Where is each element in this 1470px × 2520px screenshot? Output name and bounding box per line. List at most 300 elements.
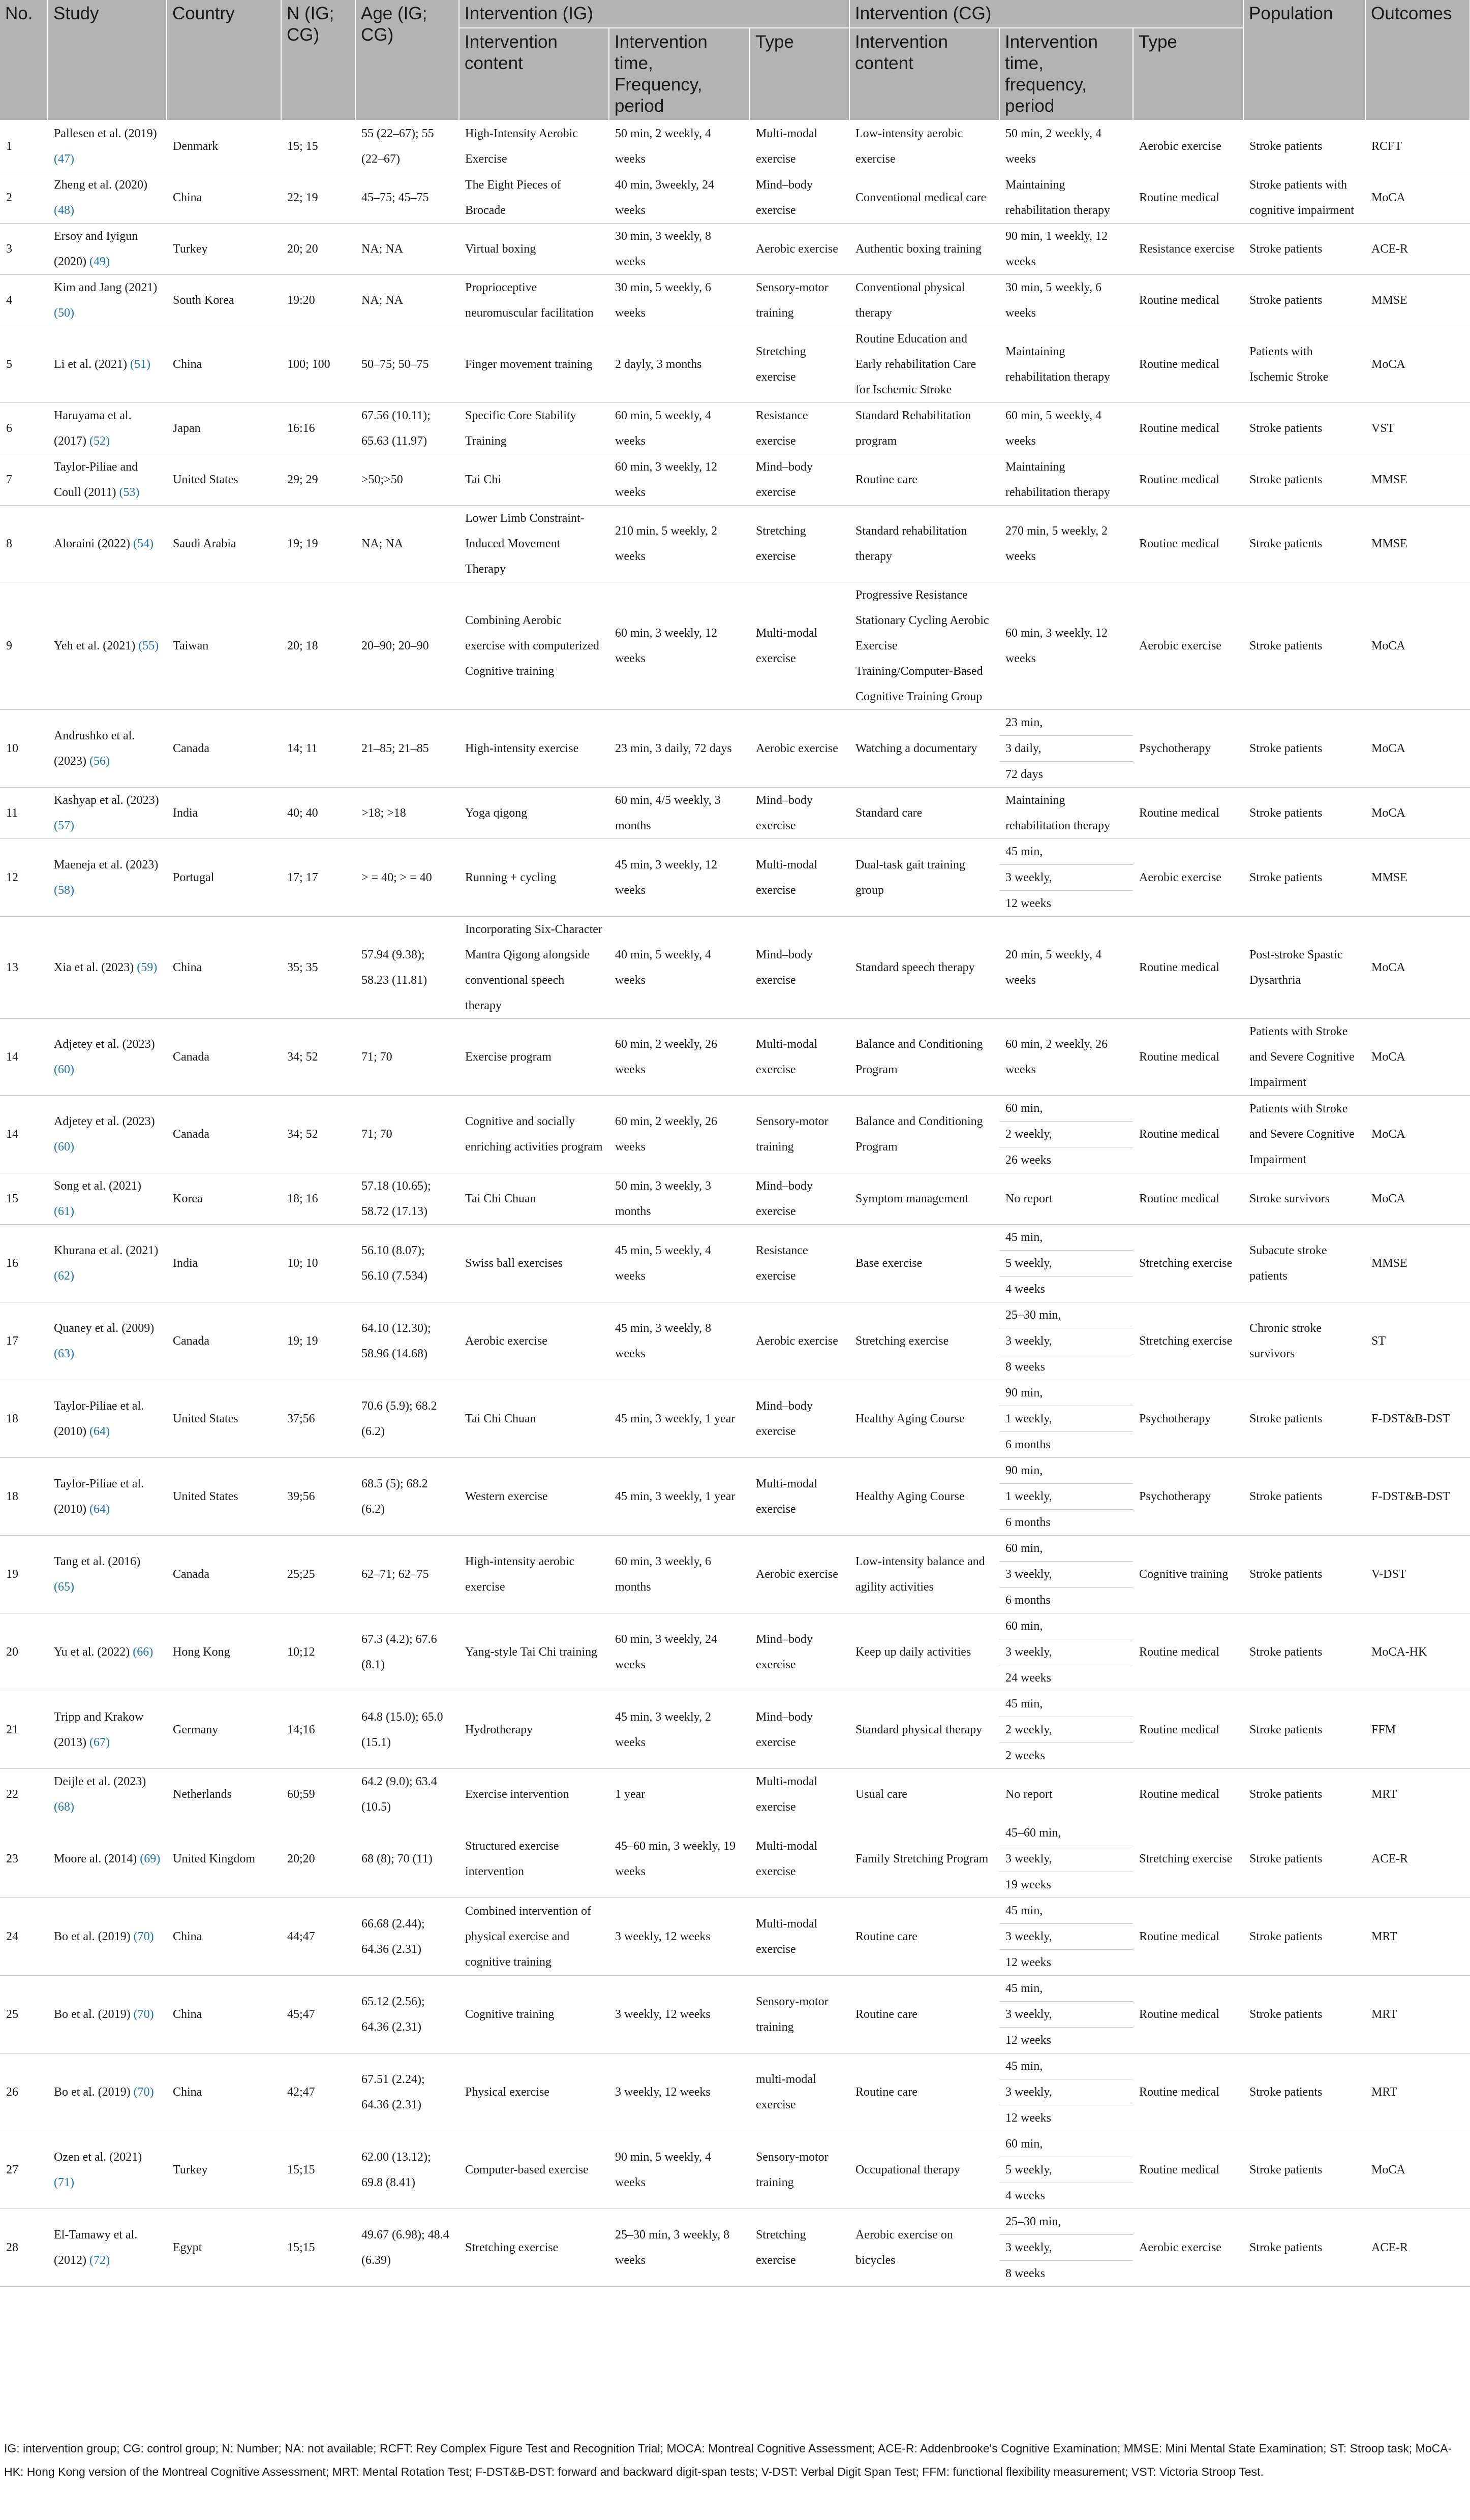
cell-no: 3 — [0, 224, 48, 275]
cell-cg-type: Psychotherapy — [1133, 1458, 1243, 1536]
cell-ig-type: Mind–body exercise — [750, 1173, 849, 1225]
reference-link[interactable]: (55) — [138, 639, 159, 652]
study-name: Kim and Jang (2021) — [54, 281, 158, 294]
cell-population: Stroke patients — [1243, 582, 1365, 710]
cg-time-part: 12 weeks — [1005, 1956, 1051, 1969]
reference-link[interactable]: (56) — [89, 755, 110, 768]
cg-time-part: 3 weekly, — [999, 1639, 1133, 1665]
cell-cg-content: Conventional medical care — [849, 172, 999, 224]
table-row — [0, 2054, 1470, 2131]
cell-no: 10 — [0, 710, 48, 788]
cell-ig-type: multi-modal exercise — [750, 2054, 849, 2131]
cell-study — [48, 1096, 167, 1173]
cell-country: Egypt — [167, 2209, 281, 2287]
cell-age: 55 (22–67); 55 (22–67) — [355, 120, 459, 172]
cell-no: 9 — [0, 582, 48, 710]
cell-country: United States — [167, 1458, 281, 1536]
cell-age: 67.3 (4.2); 67.6 (8.1) — [355, 1613, 459, 1691]
cell-ig-type: Multi-modal exercise — [750, 1769, 849, 1820]
cell-population: Stroke patients — [1243, 2209, 1365, 2287]
table-row — [0, 1173, 1470, 1225]
cell-ig-time: 3 weekly, 12 weeks — [609, 1976, 750, 2054]
reference-link[interactable]: (64) — [89, 1425, 110, 1438]
cell-ig-content: Structured exercise intervention — [459, 1820, 609, 1898]
cell-ig-content: Computer-based exercise — [459, 2131, 609, 2209]
reference-link[interactable]: (69) — [140, 1852, 161, 1865]
cell-cg-time — [999, 2209, 1133, 2287]
study-name: Maeneja et al. (2023) — [54, 858, 159, 872]
cell-study — [48, 1691, 167, 1769]
cell-n: 39;56 — [281, 1458, 355, 1536]
cg-time-part: 26 weeks — [1005, 1154, 1051, 1167]
cell-no: 6 — [0, 403, 48, 454]
cell-no: 20 — [0, 1613, 48, 1691]
cell-population: Stroke patients — [1243, 1458, 1365, 1536]
cell-ig-time: 3 weekly, 12 weeks — [609, 2054, 750, 2131]
header-study: Study — [48, 0, 167, 120]
reference-link[interactable]: (52) — [89, 434, 110, 448]
cg-time-part: 2 weekly, — [999, 1717, 1133, 1743]
cell-population: Post-stroke Spastic Dysarthria — [1243, 917, 1365, 1019]
cell-population: Stroke patients — [1243, 1691, 1365, 1769]
cell-ig-content: Combining Aerobic exercise with computerized Cognitive training — [459, 582, 609, 710]
cell-cg-content: Standard care — [849, 788, 999, 839]
cell-no: 5 — [0, 326, 48, 403]
cell-age: 70.6 (5.9); 68.2 (6.2) — [355, 1380, 459, 1458]
table-row — [0, 172, 1470, 224]
cell-n: 19; 19 — [281, 1302, 355, 1380]
cell-ig-content: Combined intervention of physical exercise and cognitive training — [459, 1898, 609, 1976]
cell-outcomes: MoCA — [1365, 582, 1470, 710]
cell-n: 15;15 — [281, 2209, 355, 2287]
cell-cg-content: Standard Rehabilitation program — [849, 403, 999, 454]
cell-ig-type: Multi-modal exercise — [750, 120, 849, 172]
cell-age: 62–71; 62–75 — [355, 1536, 459, 1613]
reference-link[interactable]: (61) — [54, 1205, 74, 1218]
reference-link[interactable]: (70) — [133, 2008, 154, 2021]
cell-country: Canada — [167, 1302, 281, 1380]
cg-time-part: 1 weekly, — [999, 1484, 1133, 1510]
header-country: Country — [167, 0, 281, 120]
cell-country: China — [167, 2054, 281, 2131]
cell-no: 14 — [0, 1019, 48, 1096]
cell-cg-content: Dual-task gait training group — [849, 839, 999, 917]
cg-time-part: 2 weekly, — [999, 1122, 1133, 1147]
cg-time-part: 12 weeks — [1005, 2111, 1051, 2125]
reference-link[interactable]: (51) — [130, 358, 150, 371]
cell-ig-type: Multi-modal exercise — [750, 1458, 849, 1536]
cell-no: 4 — [0, 275, 48, 326]
cell-population: Stroke patients — [1243, 454, 1365, 506]
cell-cg-type: Routine medical — [1133, 1096, 1243, 1173]
study-name: Bo et al. (2019) — [54, 1930, 131, 1943]
cell-no: 1 — [0, 120, 48, 172]
cell-study — [48, 172, 167, 224]
cell-ig-type: Mind–body exercise — [750, 172, 849, 224]
cell-no: 14 — [0, 1096, 48, 1173]
cg-time-part: 45–60 min, — [999, 1820, 1133, 1846]
cell-ig-type: Aerobic exercise — [750, 1536, 849, 1613]
cell-cg-type: Cognitive training — [1133, 1536, 1243, 1613]
cell-cg-content: Balance and Conditioning Program — [849, 1019, 999, 1096]
cell-population: Stroke patients — [1243, 506, 1365, 582]
study-name: Tang et al. (2016) — [54, 1555, 141, 1568]
header-ig-content: Intervention content — [459, 28, 609, 120]
cell-outcomes: MMSE — [1365, 275, 1470, 326]
cell-ig-content: Stretching exercise — [459, 2209, 609, 2287]
cell-ig-time: 60 min, 5 weekly, 4 weeks — [609, 403, 750, 454]
cell-ig-content: Aerobic exercise — [459, 1302, 609, 1380]
cell-cg-type: Routine medical — [1133, 454, 1243, 506]
cg-time-part: 45 min, — [999, 839, 1133, 865]
cell-n: 100; 100 — [281, 326, 355, 403]
cg-time-part: 3 weekly, — [999, 1924, 1133, 1950]
cell-population: Stroke patients — [1243, 1380, 1365, 1458]
cell-cg-type: Routine medical — [1133, 788, 1243, 839]
cell-ig-content: Exercise program — [459, 1019, 609, 1096]
cell-cg-type: Stretching exercise — [1133, 1820, 1243, 1898]
cell-ig-content: High-Intensity Aerobic Exercise — [459, 120, 609, 172]
cell-ig-time: 45 min, 3 weekly, 1 year — [609, 1458, 750, 1536]
cg-time-part: 45 min, — [999, 2054, 1133, 2079]
cell-cg-content: Symptom management — [849, 1173, 999, 1225]
cell-ig-type: Mind–body exercise — [750, 454, 849, 506]
reference-link[interactable]: (72) — [89, 2254, 110, 2267]
cg-time-part: 3 weekly, — [999, 865, 1133, 891]
cell-population: Stroke patients — [1243, 1976, 1365, 2054]
cell-country: Canada — [167, 1019, 281, 1096]
cell-ig-content: Specific Core Stability Training — [459, 403, 609, 454]
table-row — [0, 1613, 1470, 1691]
cell-cg-time — [999, 710, 1133, 788]
cell-ig-content: Cognitive and socially enriching activities program — [459, 1096, 609, 1173]
reference-link[interactable]: (62) — [54, 1269, 74, 1283]
cell-outcomes: F-DST&B-DST — [1365, 1380, 1470, 1458]
cell-study — [48, 1458, 167, 1536]
table-header — [0, 0, 1470, 120]
cell-age: 68.5 (5); 68.2 (6.2) — [355, 1458, 459, 1536]
cell-cg-content: Occupational therapy — [849, 2131, 999, 2209]
cell-age: > = 40; > = 40 — [355, 839, 459, 917]
cell-ig-type: Multi-modal exercise — [750, 1019, 849, 1096]
reference-link[interactable]: (49) — [89, 255, 110, 268]
reference-link[interactable]: (47) — [54, 152, 74, 166]
cg-time-part: 45 min, — [999, 1691, 1133, 1717]
cell-cg-content: Standard speech therapy — [849, 917, 999, 1019]
cell-ig-content: Physical exercise — [459, 2054, 609, 2131]
cell-country: India — [167, 788, 281, 839]
cell-outcomes: MRT — [1365, 2054, 1470, 2131]
cg-time-part: 3 weekly, — [999, 1562, 1133, 1588]
cell-n: 19:20 — [281, 275, 355, 326]
cell-cg-content: Standard physical therapy — [849, 1691, 999, 1769]
cell-n: 37;56 — [281, 1380, 355, 1458]
cell-country: Canada — [167, 1096, 281, 1173]
reference-link[interactable]: (70) — [133, 1930, 154, 1943]
reference-link[interactable]: (63) — [54, 1347, 74, 1360]
cell-cg-content: Keep up daily activities — [849, 1613, 999, 1691]
cell-outcomes: MoCA — [1365, 1173, 1470, 1225]
cell-country: China — [167, 1976, 281, 2054]
cell-cg-time — [999, 1613, 1133, 1691]
reference-link[interactable]: (53) — [119, 486, 140, 499]
cell-age: NA; NA — [355, 506, 459, 582]
reference-link[interactable]: (68) — [54, 1800, 74, 1814]
cell-no: 22 — [0, 1769, 48, 1820]
cell-cg-time: Maintaining rehabilitation therapy — [999, 454, 1133, 506]
cg-time-part: 6 months — [1005, 1438, 1051, 1451]
cg-time-part: 8 weeks — [1005, 1360, 1045, 1374]
cg-time-part: 23 min, — [999, 710, 1133, 736]
table-row — [0, 326, 1470, 403]
cell-cg-content: Aerobic exercise on bicycles — [849, 2209, 999, 2287]
cg-time-part: 60 min, — [999, 2131, 1133, 2157]
cell-ig-content: Tai Chi Chuan — [459, 1173, 609, 1225]
reference-link[interactable]: (71) — [54, 2176, 74, 2189]
cell-population: Stroke patients — [1243, 2131, 1365, 2209]
cell-cg-content: Routine care — [849, 1898, 999, 1976]
cell-ig-content: High-intensity exercise — [459, 710, 609, 788]
cell-cg-content: Watching a documentary — [849, 710, 999, 788]
header-n: N (IG; CG) — [281, 0, 355, 120]
cell-ig-time: 90 min, 5 weekly, 4 weeks — [609, 2131, 750, 2209]
cg-time-part: 25–30 min, — [999, 2209, 1133, 2235]
cell-cg-time: 90 min, 1 weekly, 12 weeks — [999, 224, 1133, 275]
cell-age: 20–90; 20–90 — [355, 582, 459, 710]
cell-cg-type: Routine medical — [1133, 2054, 1243, 2131]
cell-ig-time: 25–30 min, 3 weekly, 8 weeks — [609, 2209, 750, 2287]
cell-ig-content: Proprioceptive neuromuscular facilitation — [459, 275, 609, 326]
cell-cg-type: Routine medical — [1133, 917, 1243, 1019]
reference-link[interactable]: (67) — [89, 1736, 110, 1749]
table-row — [0, 1096, 1470, 1173]
study-name: Taylor-Piliae et al. (2010) — [54, 1399, 144, 1438]
cell-study — [48, 1769, 167, 1820]
cell-ig-time: 60 min, 3 weekly, 12 weeks — [609, 582, 750, 710]
cell-study — [48, 1173, 167, 1225]
cell-cg-time: 50 min, 2 weekly, 4 weeks — [999, 120, 1133, 172]
cell-country: China — [167, 326, 281, 403]
table-row — [0, 710, 1470, 788]
reference-link[interactable]: (58) — [54, 884, 74, 897]
cell-ig-type: Mind–body exercise — [750, 1691, 849, 1769]
cell-cg-content: Family Stretching Program — [849, 1820, 999, 1898]
cell-study — [48, 1225, 167, 1302]
cell-ig-time: 30 min, 5 weekly, 6 weeks — [609, 275, 750, 326]
cg-time-part: 4 weeks — [1005, 2189, 1045, 2202]
cell-ig-content: Yang-style Tai Chi training — [459, 1613, 609, 1691]
cell-study — [48, 506, 167, 582]
cell-n: 34; 52 — [281, 1019, 355, 1096]
header-population: Population — [1243, 0, 1365, 120]
cell-outcomes: MoCA — [1365, 172, 1470, 224]
cell-population: Stroke patients — [1243, 1536, 1365, 1613]
cell-outcomes: MoCA — [1365, 1019, 1470, 1096]
cell-ig-type: Sensory-motor training — [750, 1096, 849, 1173]
cell-study — [48, 1302, 167, 1380]
cell-outcomes: MoCA — [1365, 1096, 1470, 1173]
reference-link[interactable]: (59) — [137, 961, 158, 974]
cell-country: Netherlands — [167, 1769, 281, 1820]
cell-study — [48, 1976, 167, 2054]
cell-n: 17; 17 — [281, 839, 355, 917]
header-ig-time: Intervention time, Frequency, period — [609, 28, 750, 120]
cell-country: Japan — [167, 403, 281, 454]
reference-link[interactable]: (57) — [54, 819, 74, 832]
reference-link[interactable]: (60) — [54, 1140, 74, 1154]
cell-study — [48, 1019, 167, 1096]
table-row — [0, 1536, 1470, 1613]
cell-ig-time: 45 min, 3 weekly, 1 year — [609, 1380, 750, 1458]
cell-cg-time — [999, 1976, 1133, 2054]
cell-country: South Korea — [167, 275, 281, 326]
reference-link[interactable]: (60) — [54, 1063, 74, 1076]
cell-country: Hong Kong — [167, 1613, 281, 1691]
cell-ig-type: Aerobic exercise — [750, 710, 849, 788]
cell-outcomes: ACE-R — [1365, 224, 1470, 275]
cell-ig-type: Mind–body exercise — [750, 917, 849, 1019]
cg-time-part: 3 weekly, — [999, 2235, 1133, 2261]
cell-outcomes: MMSE — [1365, 454, 1470, 506]
cell-ig-type: Multi-modal exercise — [750, 1898, 849, 1976]
cell-population: Chronic stroke survivors — [1243, 1302, 1365, 1380]
cell-no: 19 — [0, 1536, 48, 1613]
reference-link[interactable]: (70) — [133, 2086, 154, 2099]
cell-country: Denmark — [167, 120, 281, 172]
cell-cg-time — [999, 839, 1133, 917]
cell-cg-time: Maintaining rehabilitation therapy — [999, 788, 1133, 839]
cell-no: 23 — [0, 1820, 48, 1898]
cell-ig-time: 45 min, 3 weekly, 8 weeks — [609, 1302, 750, 1380]
cell-cg-time: 60 min, 2 weekly, 26 weeks — [999, 1019, 1133, 1096]
table-row — [0, 788, 1470, 839]
study-name: Ersoy and Iyigun (2020) — [54, 230, 138, 268]
cell-cg-time — [999, 1536, 1133, 1613]
cell-ig-type: Aerobic exercise — [750, 1302, 849, 1380]
cg-time-part: 60 min, — [999, 1096, 1133, 1122]
cell-ig-content: Hydrotherapy — [459, 1691, 609, 1769]
cell-ig-time: 45 min, 5 weekly, 4 weeks — [609, 1225, 750, 1302]
cell-cg-content: Routine care — [849, 2054, 999, 2131]
study-name: Xia et al. (2023) — [54, 961, 134, 974]
cell-ig-time: 210 min, 5 weekly, 2 weeks — [609, 506, 750, 582]
cell-age: 45–75; 45–75 — [355, 172, 459, 224]
cell-no: 28 — [0, 2209, 48, 2287]
study-name: Adjetey et al. (2023) — [54, 1115, 155, 1128]
cell-cg-type: Routine medical — [1133, 1691, 1243, 1769]
cell-no: 17 — [0, 1302, 48, 1380]
cell-ig-content: Incorporating Six-Character Mantra Qigong alongside conventional speech therapy — [459, 917, 609, 1019]
study-name: Quaney et al. (2009) — [54, 1322, 155, 1335]
cell-study — [48, 788, 167, 839]
cell-ig-time: 60 min, 2 weekly, 26 weeks — [609, 1019, 750, 1096]
cell-n: 14;16 — [281, 1691, 355, 1769]
cell-population: Stroke patients — [1243, 120, 1365, 172]
cell-population: Stroke survivors — [1243, 1173, 1365, 1225]
cell-n: 19; 19 — [281, 506, 355, 582]
cg-time-part: 12 weeks — [1005, 897, 1051, 910]
cell-ig-content: Cognitive training — [459, 1976, 609, 2054]
header-cg-type: Type — [1133, 28, 1243, 120]
cell-cg-type: Routine medical — [1133, 1769, 1243, 1820]
cg-time-part: 90 min, — [999, 1458, 1133, 1484]
cell-cg-type: Aerobic exercise — [1133, 839, 1243, 917]
cell-outcomes: V-DST — [1365, 1536, 1470, 1613]
cg-time-part: 6 months — [1005, 1594, 1051, 1607]
cell-cg-time: 20 min, 5 weekly, 4 weeks — [999, 917, 1133, 1019]
reference-link[interactable]: (48) — [54, 204, 74, 217]
cell-outcomes: RCFT — [1365, 120, 1470, 172]
cell-ig-time: 60 min, 2 weekly, 26 weeks — [609, 1096, 750, 1173]
cell-outcomes: ST — [1365, 1302, 1470, 1380]
cell-cg-content: Authentic boxing training — [849, 224, 999, 275]
cg-time-part: 1 weekly, — [999, 1406, 1133, 1432]
table-row — [0, 917, 1470, 1019]
study-name: Bo et al. (2019) — [54, 2086, 131, 2099]
cell-cg-type: Routine medical — [1133, 275, 1243, 326]
header-ig: Intervention (IG) — [459, 0, 849, 28]
cell-age: 57.94 (9.38); 58.23 (11.81) — [355, 917, 459, 1019]
cell-population: Subacute stroke patients — [1243, 1225, 1365, 1302]
cell-n: 20;20 — [281, 1820, 355, 1898]
cell-study — [48, 2209, 167, 2287]
cell-population: Stroke patients with cognitive impairment — [1243, 172, 1365, 224]
cell-ig-content: High-intensity aerobic exercise — [459, 1536, 609, 1613]
cell-cg-type: Resistance exercise — [1133, 224, 1243, 275]
cell-ig-time: 60 min, 3 weekly, 12 weeks — [609, 454, 750, 506]
cell-ig-time: 45 min, 3 weekly, 12 weeks — [609, 839, 750, 917]
cell-ig-type: Stretching exercise — [750, 2209, 849, 2287]
reference-link[interactable]: (50) — [54, 306, 74, 320]
cell-ig-time: 60 min, 3 weekly, 6 months — [609, 1536, 750, 1613]
reference-link[interactable]: (64) — [89, 1503, 110, 1516]
cell-cg-content: Base exercise — [849, 1225, 999, 1302]
cell-cg-time: Maintaining rehabilitation therapy — [999, 172, 1133, 224]
cell-age: 64.2 (9.0); 63.4 (10.5) — [355, 1769, 459, 1820]
reference-link[interactable]: (65) — [54, 1580, 74, 1594]
reference-link[interactable]: (54) — [133, 537, 154, 550]
cell-cg-type: Routine medical — [1133, 172, 1243, 224]
cell-ig-time: 2 dayly, 3 months — [609, 326, 750, 403]
cg-time-part: 45 min, — [999, 1976, 1133, 2002]
cell-ig-content: Finger movement training — [459, 326, 609, 403]
cell-population: Patients with Ischemic Stroke — [1243, 326, 1365, 403]
cell-country: United Kingdom — [167, 1820, 281, 1898]
cell-cg-type: Routine medical — [1133, 506, 1243, 582]
cell-n: 15; 15 — [281, 120, 355, 172]
cell-age: 49.67 (6.98); 48.4 (6.39) — [355, 2209, 459, 2287]
cell-ig-type: Stretching exercise — [750, 506, 849, 582]
table-footnote: IG: intervention group; CG: control group; N: Number; NA: not available; RCFT: Rey Complex Figure Test and Recognition Trial; MOCA: Montreal Cognitive Assessment; ACE-R: Addenbrooke's Cognitive Examination; MMSE: Mini Mental State Examination; ST: Stroop task; MoCA-HK: Hong Kong version of the Montreal Cognitive Assessment; MRT: Mental Rotation Test; F-DST&B-DST: forward and backward digit-span tests; V-DST: Verbal Digit Span Test; FFM: functional flexibility measurement; VST: Victoria Stroop Test. — [4, 2442, 1452, 2478]
cell-country: Portugal — [167, 839, 281, 917]
cell-n: 25;25 — [281, 1536, 355, 1613]
cell-study — [48, 1898, 167, 1976]
reference-link[interactable]: (66) — [133, 1645, 154, 1659]
cell-ig-time: 30 min, 3 weekly, 8 weeks — [609, 224, 750, 275]
cell-cg-time: No report — [999, 1769, 1133, 1820]
cell-outcomes: MRT — [1365, 1769, 1470, 1820]
cell-country: Canada — [167, 1536, 281, 1613]
cell-age: 21–85; 21–85 — [355, 710, 459, 788]
cell-cg-type: Aerobic exercise — [1133, 582, 1243, 710]
cell-age: 67.56 (10.11); 65.63 (11.97) — [355, 403, 459, 454]
study-name: Tripp and Krakow (2013) — [54, 1710, 144, 1749]
cell-country: United States — [167, 1380, 281, 1458]
cell-cg-time — [999, 1820, 1133, 1898]
cell-cg-type: Routine medical — [1133, 403, 1243, 454]
cell-outcomes: MMSE — [1365, 839, 1470, 917]
table-row — [0, 224, 1470, 275]
